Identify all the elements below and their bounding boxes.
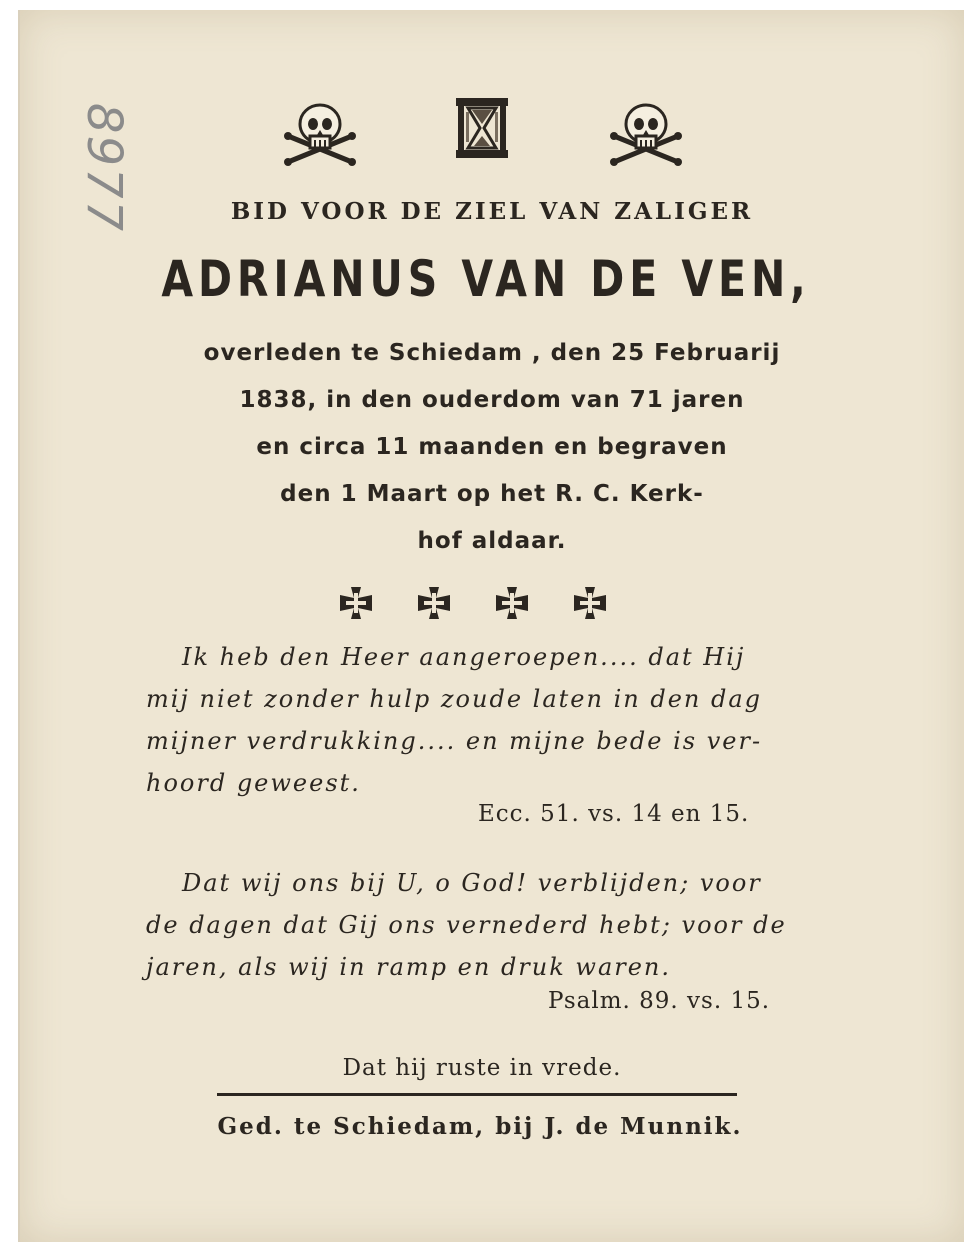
cross-pattee-icon <box>416 585 452 621</box>
cross-pattee-icon <box>572 585 608 621</box>
notice-line: 1838, in den ouderdom van 71 jaren <box>239 387 745 413</box>
verse-reference: Psalm. 89. vs. 15. <box>548 988 771 1014</box>
notice-line: overleden te Schiedam , den 25 Februarij <box>203 340 781 366</box>
notice-line: hof aldaar. <box>417 528 567 554</box>
verse-line: mij niet zonder hulp zoude laten in den dag <box>146 685 763 713</box>
closing-line: Dat hij ruste in vrede. <box>342 1055 622 1081</box>
divider-rule <box>217 1093 737 1096</box>
cross-pattee-icon <box>494 585 530 621</box>
cross-pattee-icon <box>338 585 374 621</box>
hourglass-icon <box>454 96 510 160</box>
verse-line: mijner verdrukking.... en mijne bede is ver- <box>146 727 763 755</box>
verse-line: Dat wij ons bij U, o God! verblijden; voor <box>182 869 762 897</box>
verse-line: jaren, als wij in ramp en druk waren. <box>146 953 672 981</box>
notice-line: en circa 11 maanden en begraven <box>256 434 728 460</box>
skull-crossbones-icon <box>282 102 358 166</box>
verse-line: hoord geweest. <box>146 769 361 797</box>
deceased-name: ADRIANUS VAN DE VEN, <box>161 250 811 308</box>
notice-line: den 1 Maart op het R. C. Kerk- <box>280 481 704 507</box>
verse-line: Ik heb den Heer aangeroepen.... dat Hij <box>182 643 746 671</box>
verse-ecclesiasticus <box>146 636 836 804</box>
verse-line: de dagen dat Gij ons vernederd hebt; voor de <box>146 911 787 939</box>
verse-reference: Ecc. 51. vs. 14 en 15. <box>478 801 750 827</box>
invocation-heading: BID VOOR DE ZIEL VAN ZALIGER <box>230 198 754 225</box>
cross-row <box>338 585 638 625</box>
memorial-card <box>18 10 964 1242</box>
header-ornaments <box>20 102 964 172</box>
verse-psalm <box>146 862 836 988</box>
printer-imprint: Ged. te Schiedam, bij J. de Munnik. <box>217 1113 743 1140</box>
skull-crossbones-icon <box>608 102 684 166</box>
handwritten-inventory-number: 8977 <box>76 102 132 234</box>
